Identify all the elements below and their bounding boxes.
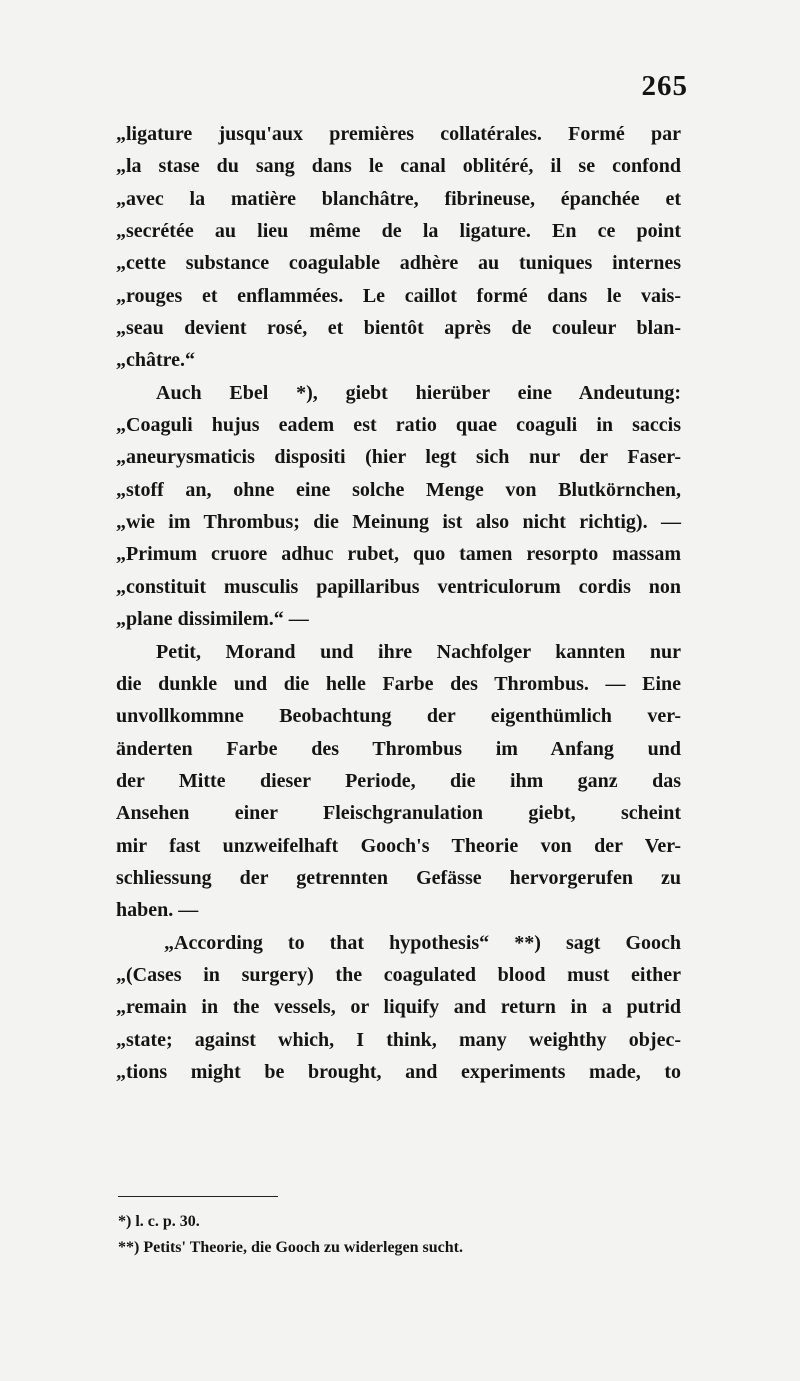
text-line: unvollkommne Beobachtung der eigenthümlich ver- bbox=[116, 705, 681, 728]
text-line: Auch Ebel *), giebt hierüber eine Andeutung: bbox=[156, 381, 681, 404]
text-line: „Coaguli hujus eadem est ratio quae coaguli in saccis bbox=[116, 414, 681, 437]
body-text bbox=[116, 118, 681, 1088]
text-line: haben. — bbox=[116, 899, 199, 922]
text-line: der Mitte dieser Periode, die ihm ganz das bbox=[116, 769, 681, 792]
footnote: *) l. c. p. 30. bbox=[118, 1213, 200, 1230]
text-line: Petit, Morand und ihre Nachfolger kannten nur bbox=[156, 640, 681, 663]
text-line: „châtre.“ bbox=[116, 349, 196, 372]
text-line: die dunkle und die helle Farbe des Thrombus. — Eine bbox=[116, 672, 681, 695]
text-line: „constituit musculis papillaribus ventriculorum cordis non bbox=[116, 575, 681, 598]
text-line: „cette substance coagulable adhère au tuniques internes bbox=[116, 252, 681, 275]
text-line: „plane dissimilem.“ — bbox=[116, 608, 309, 631]
text-line: änderten Farbe des Thrombus im Anfang und bbox=[116, 737, 681, 760]
text-line: „(Cases in surgery) the coagulated blood must either bbox=[116, 963, 681, 986]
text-line: „rouges et enflammées. Le caillot formé dans le vais- bbox=[116, 284, 681, 307]
text-line: „According to that hypothesis“ **) sagt Gooch bbox=[164, 931, 681, 954]
text-line: Ansehen einer Fleischgranulation giebt, scheint bbox=[116, 802, 681, 825]
text-line: „seau devient rosé, et bientôt après de couleur blan- bbox=[116, 317, 681, 340]
text-line: „secrétée au lieu même de la ligature. En ce point bbox=[116, 220, 681, 243]
text-line: „stoff an, ohne eine solche Menge von Blutkörnchen, bbox=[116, 478, 681, 501]
footnote-divider bbox=[118, 1196, 278, 1197]
text-line: „aneurysmaticis dispositi (hier legt sich nur der Faser- bbox=[116, 446, 681, 469]
text-line: „avec la matière blanchâtre, fibrineuse, épanchée et bbox=[116, 187, 681, 210]
text-line: „state; against which, I think, many weighthy objec- bbox=[116, 1028, 681, 1051]
text-line: mir fast unzweifelhaft Gooch's Theorie von der Ver- bbox=[116, 834, 681, 857]
page-number: 265 bbox=[641, 70, 688, 102]
text-line: „remain in the vessels, or liquify and return in a putrid bbox=[116, 996, 681, 1019]
text-line: „la stase du sang dans le canal oblitéré, il se confond bbox=[116, 155, 681, 178]
text-line: „ligature jusqu'aux premières collatérales. Formé par bbox=[116, 123, 681, 145]
footnote: **) Petits' Theorie, die Gooch zu widerlegen sucht. bbox=[118, 1239, 463, 1256]
text-line: „Primum cruore adhuc rubet, quo tamen resorpto massam bbox=[116, 543, 681, 566]
text-line: „wie im Thrombus; die Meinung ist also nicht richtig). — bbox=[116, 511, 681, 534]
text-line: schliessung der getrennten Gefässe hervorgerufen zu bbox=[116, 866, 681, 889]
footnotes bbox=[118, 1209, 678, 1261]
text-line: „tions might be brought, and experiments made, to bbox=[116, 1060, 681, 1083]
